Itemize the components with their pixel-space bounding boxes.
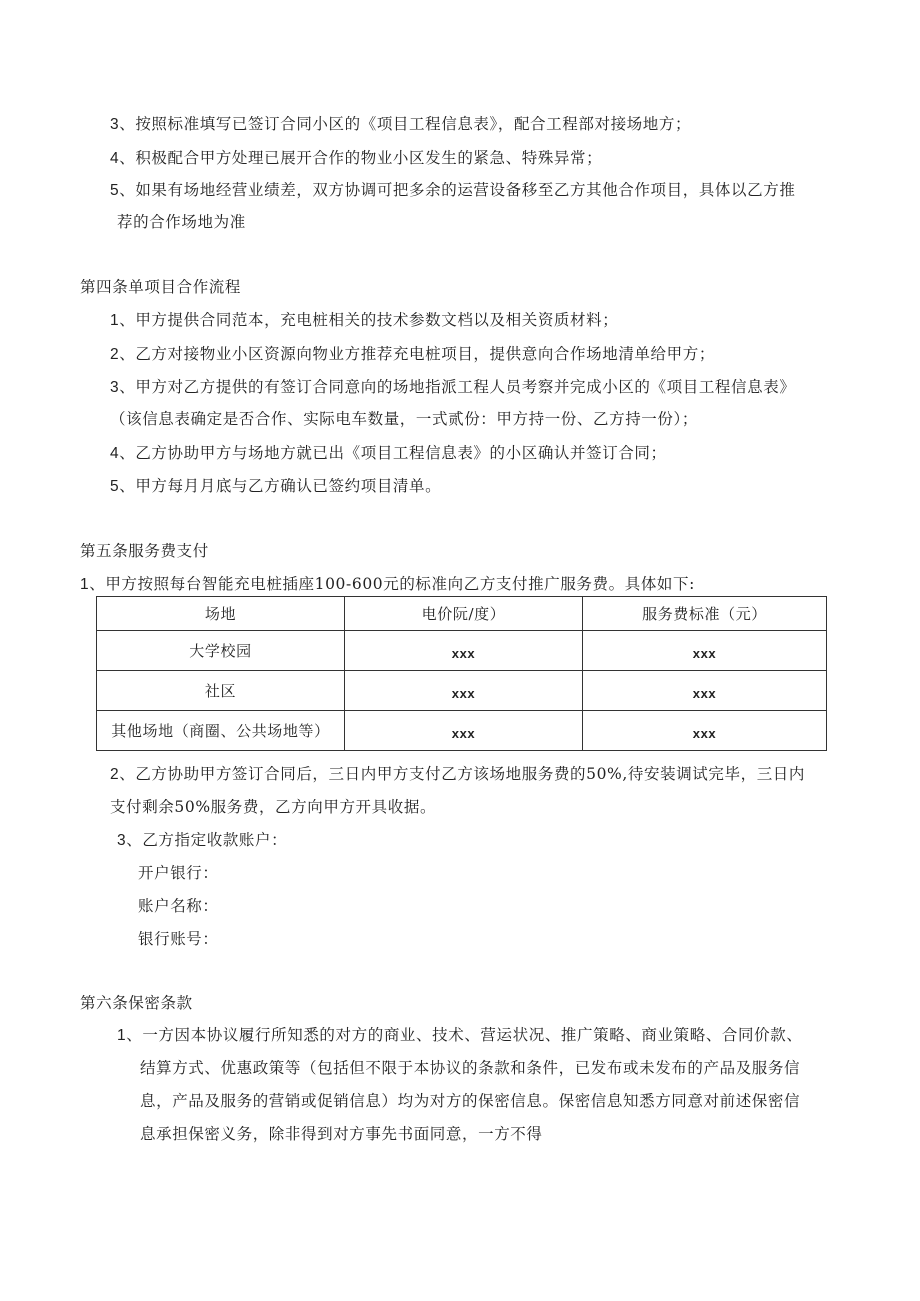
table-cell: 社区 bbox=[97, 671, 345, 711]
table-row bbox=[97, 631, 827, 671]
service-fee-table bbox=[96, 596, 827, 751]
list-item: 5、甲方每月月底与乙方确认已签约项目清单。 bbox=[110, 477, 442, 495]
list-item: 1、甲方提供合同范本，充电桩相关的技术参数文档以及相关资质材料； bbox=[110, 311, 619, 329]
list-item: 5、如果有场地经营业绩差，双方协调可把多余的运营设备移至乙方其他合作项目，具体以乙方推 bbox=[110, 181, 796, 199]
list-item-continuation: 支付剩余50%服务费，乙方向甲方开具收据。 bbox=[110, 798, 437, 816]
article-5-title: 第五条服务费支付 bbox=[80, 542, 209, 560]
table-header-cell: 场地 bbox=[97, 597, 345, 631]
table-cell: xxx bbox=[583, 711, 827, 751]
list-item-continuation: 结算方式、优惠政策等（包括但不限于本协议的条款和条件，已发布或未发布的产品及服务信 bbox=[140, 1059, 801, 1077]
account-name-label: 账户名称： bbox=[138, 897, 219, 915]
list-item-continuation: 息承担保密义务，除非得到对方事先书面同意，一方不得 bbox=[140, 1125, 543, 1143]
list-item: 3、按照标准填写已签订合同小区的《项目工程信息表》，配合工程部对接场地方； bbox=[110, 115, 692, 133]
list-item: 1、一方因本协议履行所知悉的对方的商业、技术、营运状况、推广策略、商业策略、合同价款、 bbox=[117, 1026, 803, 1044]
bank-name-label: 开户银行： bbox=[138, 864, 219, 882]
table-header-cell: 电价阮/度） bbox=[345, 597, 583, 631]
list-item: 4、乙方协助甲方与场地方就已出《项目工程信息表》的小区确认并签订合同； bbox=[110, 444, 667, 462]
list-item-continuation: 荐的合作场地为准 bbox=[117, 213, 246, 231]
list-item-continuation: （该信息表确定是否合作、实际电车数量，一式贰份：甲方持一份、乙方持一份）； bbox=[110, 410, 698, 428]
table-header-row bbox=[97, 597, 827, 631]
table-header-cell: 服务费标准（元） bbox=[583, 597, 827, 631]
list-item: 2、乙方协助甲方签订合同后，三日内甲方支付乙方该场地服务费的50%,待安装调试完毕，三日内 bbox=[110, 765, 806, 783]
account-number-label: 银行账号： bbox=[138, 930, 219, 948]
list-item: 3、甲方对乙方提供的有签订合同意向的场地指派工程人员考察并完成小区的《项目工程信息表》 bbox=[110, 378, 796, 396]
list-item: 1、甲方按照每台智能充电桩插座100-600元的标准向乙方支付推广服务费。具体如下: bbox=[80, 575, 695, 593]
table-row bbox=[97, 671, 827, 711]
list-item: 2、乙方对接物业小区资源向物业方推荐充电桩项目，提供意向合作场地清单给甲方； bbox=[110, 345, 715, 363]
table-cell: xxx bbox=[345, 671, 583, 711]
table-cell: xxx bbox=[583, 671, 827, 711]
table-cell: 大学校园 bbox=[97, 631, 345, 671]
table-row bbox=[97, 711, 827, 751]
table-cell: xxx bbox=[583, 631, 827, 671]
article-4-title: 第四条单项目合作流程 bbox=[80, 278, 242, 296]
article-6-title: 第六条保密条款 bbox=[80, 994, 193, 1012]
table-cell: xxx bbox=[345, 631, 583, 671]
table-cell: xxx bbox=[345, 711, 583, 751]
list-item-continuation: 息，产品及服务的营销或促销信息）均为对方的保密信息。保密信息知悉方同意对前述保密信 bbox=[140, 1092, 801, 1110]
list-item: 4、积极配合甲方处理已展开合作的物业小区发生的紧急、特殊异常； bbox=[110, 149, 603, 167]
list-item: 3、乙方指定收款账户： bbox=[117, 831, 288, 849]
table-cell: 其他场地（商圈、公共场地等） bbox=[97, 711, 345, 751]
